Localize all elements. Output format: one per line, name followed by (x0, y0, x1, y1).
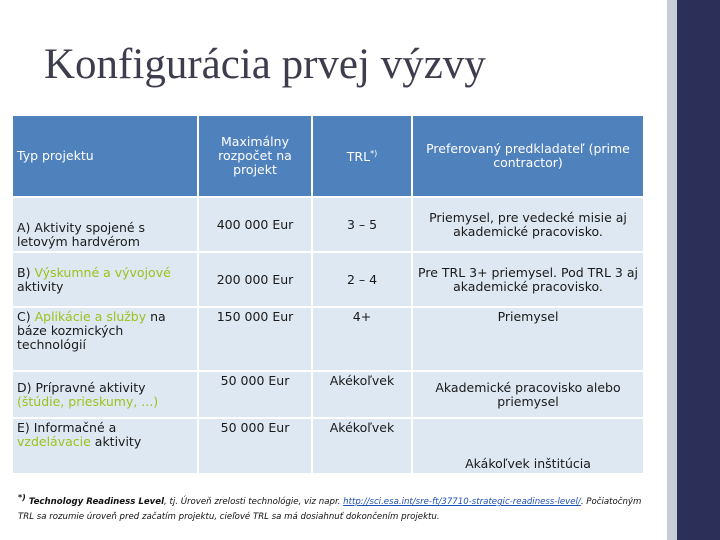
footnote-text-2: . Počiatočným TRL sa rozumie úroveň pred začatím projektu, cieľové TRL sa má dosiahnuť dokončením projektu. (18, 496, 642, 522)
budget-cell: 50 000 Eur (198, 418, 312, 474)
project-type-text: E) Informačné a (17, 420, 117, 435)
table-row (12, 197, 644, 252)
table-row (12, 252, 644, 307)
project-type-suffix: na báze kozmických technológií (17, 309, 166, 352)
header-max-budget: Maximálny rozpočet na projekt (198, 115, 312, 197)
header-preferred-contractor: Preferovaný predkladateľ (prime contractor) (412, 115, 644, 197)
contractor-cell: Akákoľvek inštitúcia (412, 418, 644, 474)
project-type-cell (12, 307, 198, 371)
project-type-cell (12, 197, 198, 252)
project-type-cell (12, 371, 198, 418)
trl-cell: Akékoľvek (312, 418, 412, 474)
trl-cell: Akékoľvek (312, 371, 412, 418)
trl-cell: 2 – 4 (312, 252, 412, 307)
budget-cell: 50 000 Eur (198, 371, 312, 418)
project-type-text: B) (17, 264, 35, 280)
project-type-text: C) (17, 309, 35, 324)
budget-cell: 400 000 Eur (198, 197, 312, 252)
footnote-text-1: , tj. Úroveň zrelosti technológie, viz napr. (164, 496, 344, 507)
contractor-cell: Pre TRL 3+ priemysel. Pod TRL 3 aj akademické pracovisko. (412, 252, 644, 307)
call-configuration-table (11, 114, 645, 475)
project-type-cell (12, 418, 198, 474)
budget-cell: 150 000 Eur (198, 307, 312, 371)
sidebar-accent-strip (667, 0, 677, 540)
project-type-keyword: Aplikácie a služby (34, 309, 147, 324)
trl-cell: 4+ (312, 307, 412, 371)
slide-title: Konfigurácia prvej výzvy (44, 41, 486, 88)
header-trl-footnote-marker: *) (370, 149, 378, 159)
project-type-suffix: aktivity (17, 278, 64, 294)
project-type-suffix: aktivity (90, 434, 142, 449)
project-type-keyword: (štúdie, prieskumy, ...) (17, 393, 159, 409)
header-trl (312, 115, 412, 197)
footnote-term: Technology Readiness Level (28, 496, 165, 507)
contractor-cell: Akademické pracovisko alebo priemysel (412, 371, 644, 418)
table-row (12, 371, 644, 418)
project-type-cell (12, 252, 198, 307)
footnote-marker: *) (18, 493, 26, 502)
project-type-text: D) Prípravné aktivity (17, 379, 146, 395)
table-header-row (12, 115, 644, 197)
trl-footnote (18, 490, 658, 525)
contractor-cell: Priemysel, pre vedecké misie aj akademické pracovisko. (412, 197, 644, 252)
project-type-keyword: Výskumné a vývojové (34, 264, 171, 280)
project-type-text: A) Aktivity spojené s letovým hardvérom (17, 220, 146, 249)
header-project-type: Typ projektu (12, 115, 198, 197)
project-type-keyword: vzdelávacie (17, 434, 91, 449)
contractor-cell: Priemysel (412, 307, 644, 371)
esa-trl-link[interactable]: http://sci.esa.int/sre-ft/37710-strategic-readiness-level/ (343, 496, 581, 507)
table-row (12, 307, 644, 371)
header-trl-label: TRL (346, 149, 371, 165)
table-row (12, 418, 644, 474)
sidebar-dark-band (677, 0, 720, 540)
budget-cell: 200 000 Eur (198, 252, 312, 307)
trl-cell: 3 – 5 (312, 197, 412, 252)
